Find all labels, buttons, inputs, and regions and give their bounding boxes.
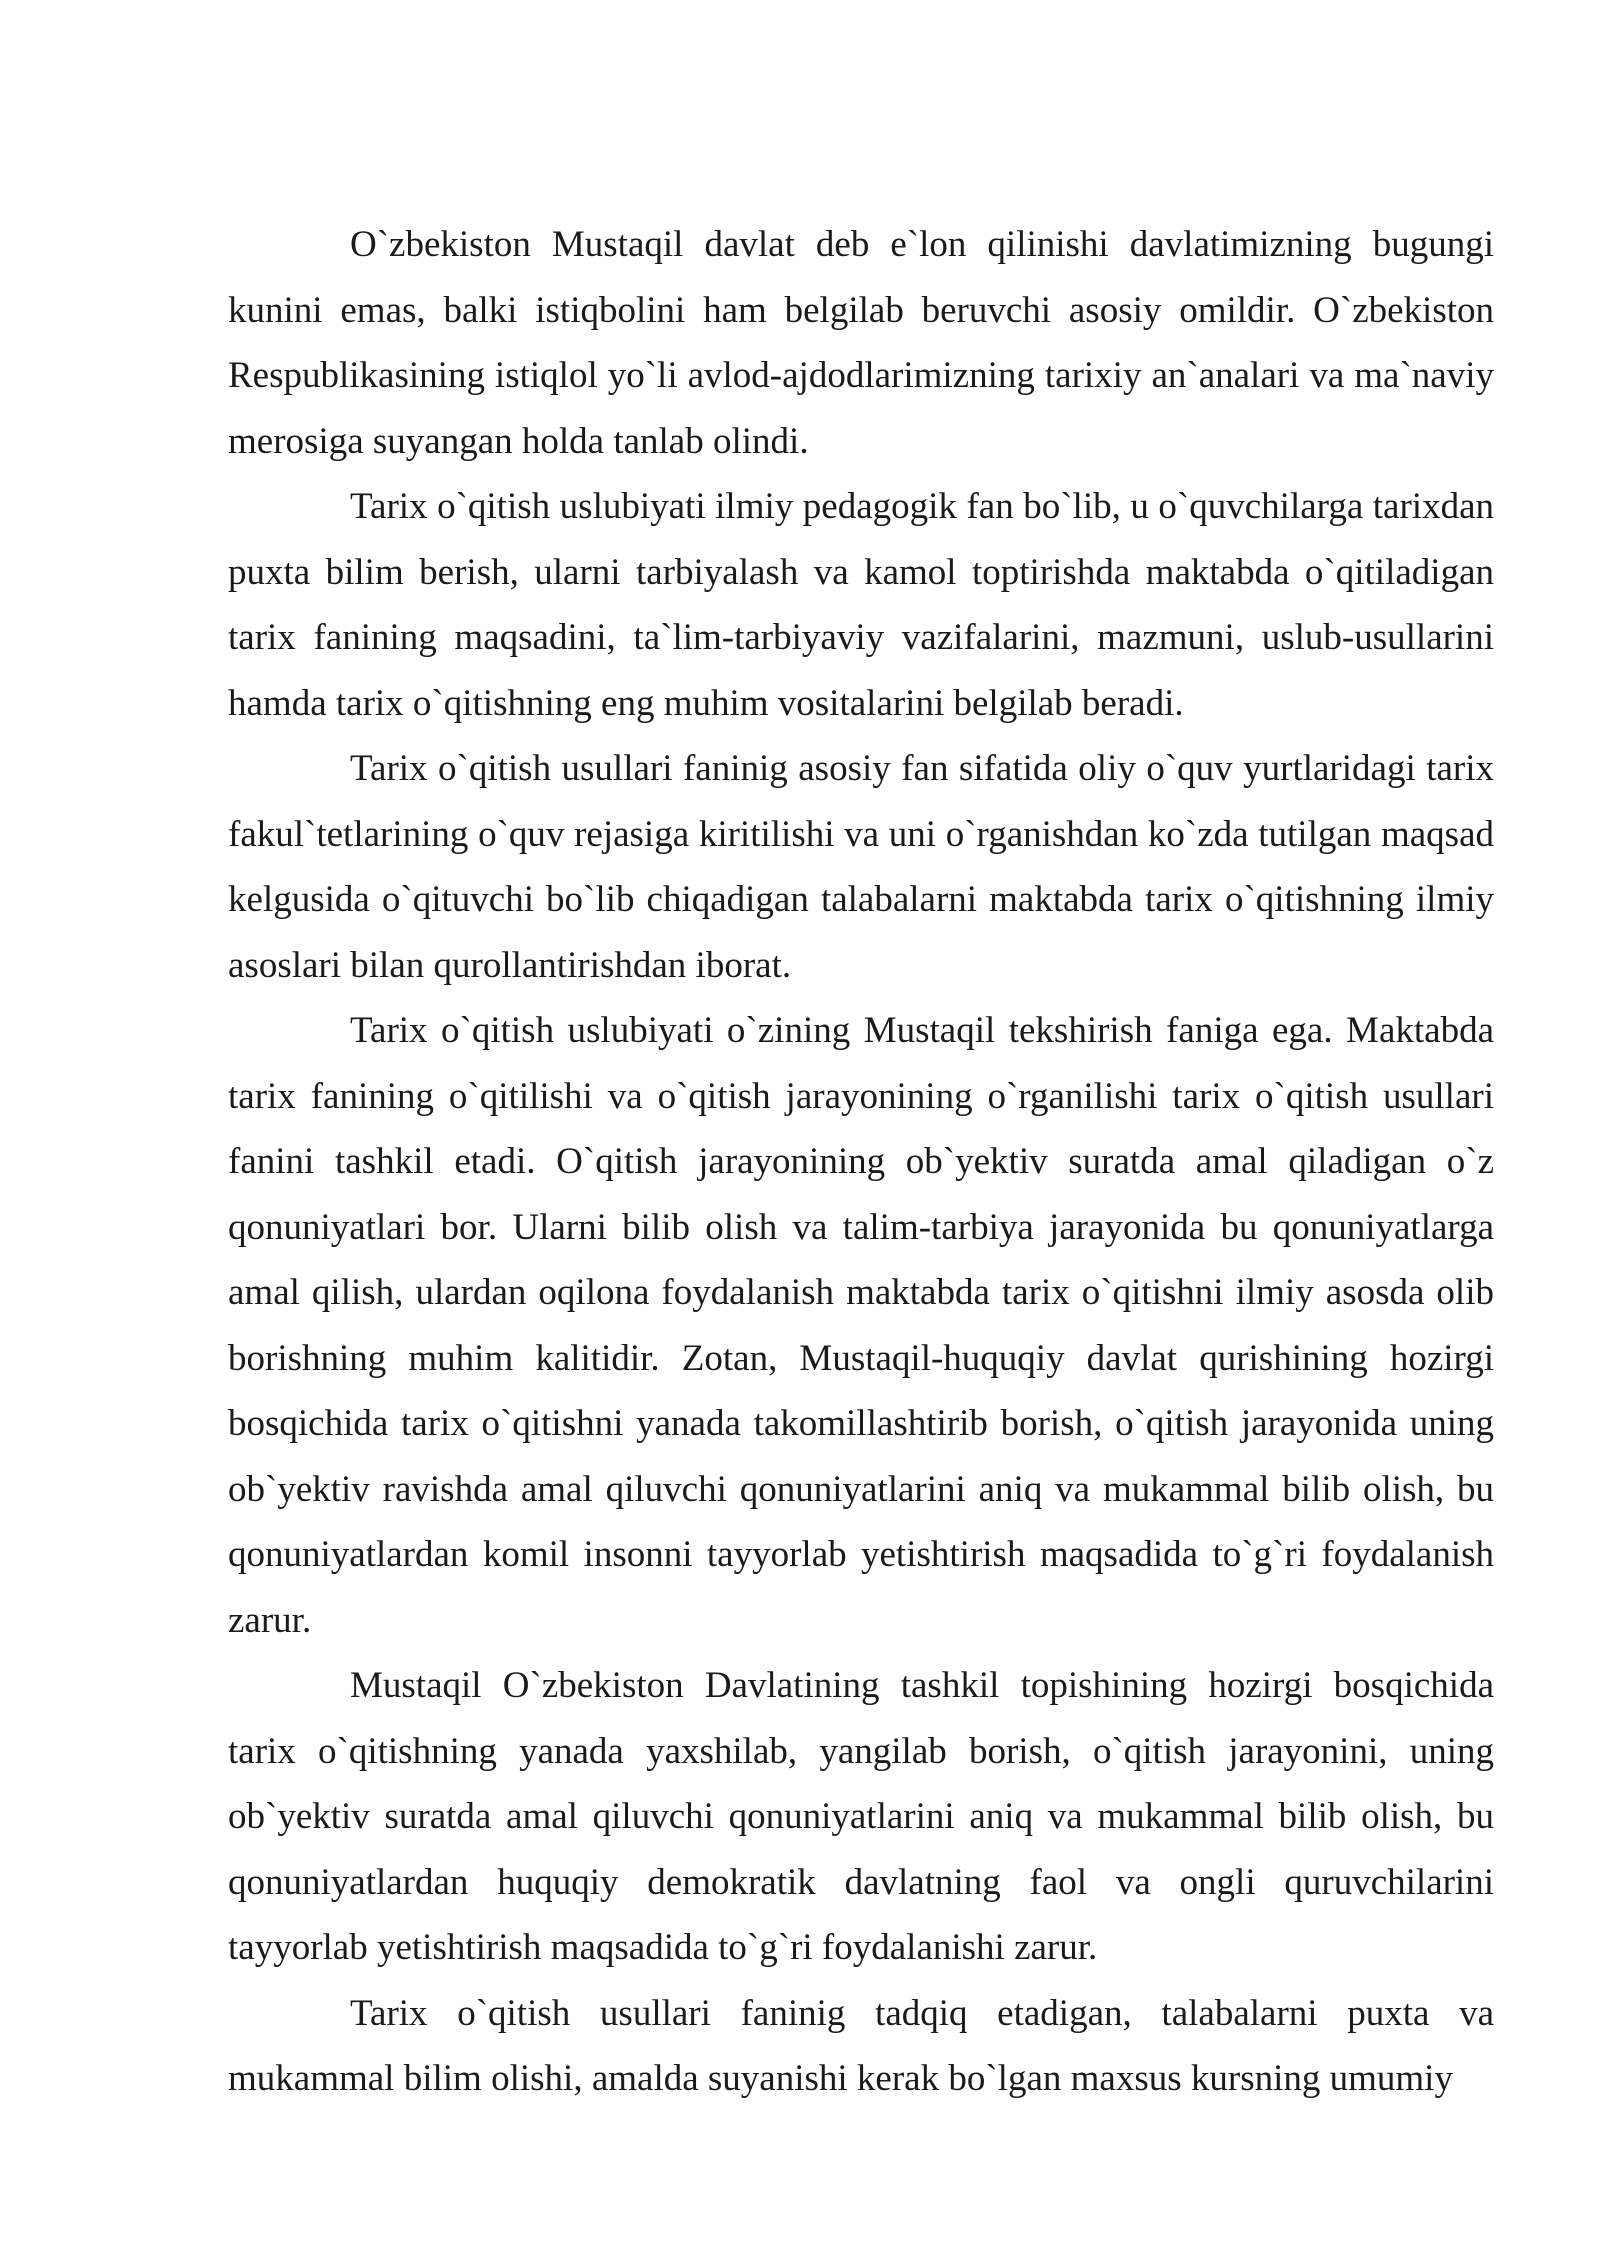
paragraph-3: Tarix o`qitish usullari faninig asosiy fan sifatida oliy o`quv yurtlaridagi tarix fakul`tetlarining o`quv rejasiga kiritilishi va uni o`rganishdan ko`zda tutilgan maqsad kelgusida o`qituvchi bo`lib chiqadigan talabalarni maktabda tarix o`qitishning ilmiy asoslari bilan qurollantirishdan iborat.: [228, 748, 1494, 986]
paragraph-4: Tarix o`qitish uslubiyati o`zining Mustaqil tekshirish faniga ega. Maktabda tarix fanining o`qitilishi va o`qitish jarayonining o`rganilishi tarix o`qitish usullari fanini tashkil etadi. O`qitish jarayonining ob`yektiv suratda amal qiladigan o`z qonuniyatlari bor. Ularni bilib olish va talim-tarbiya jarayonida bu qonuniyatlarga amal qilish, ulardan oqilona foydalanish maktabda tarix o`qitishni ilmiy asosda olib borishning muhim kalitidir. Zotan, Mustaqil-huquqiy davlat qurishining hozirgi bosqichida tarix o`qitishni yanada takomillashtirib borish, o`qitish jarayonida uning ob`yektiv ravishda amal qiluvchi qonuniyatlarini aniq va mukammal bilib olish, bu qonuniyatlardan komil insonni tayyorlab yetishtirish maqsadida to`g`ri foydalanish zarur.: [228, 1010, 1494, 1641]
paragraph-2: Tarix o`qitish uslubiyati ilmiy pedagogik fan bo`lib, u o`quvchilarga tarixdan puxta bilim berish, ularni tarbiyalash va kamol toptirishda maktabda o`qitiladigan tarix fanining maqsadini, ta`lim-tarbiyaviy vazifalarini, mazmuni, uslub-usullarini hamda tarix o`qitishning eng muhim vositalarini belgilab beradi.: [228, 486, 1494, 724]
document-body: [228, 212, 1494, 2112]
paragraph-1: O`zbekiston Mustaqil davlat deb e`lon qilinishi davlatimizning bugungi kunini emas, balki istiqbolini ham belgilab beruvchi asosiy omildir. O`zbekiston Respublikasining istiqlol yo`li avlod-ajdodlarimizning tarixiy an`analari va ma`naviy merosiga suyangan holda tanlab olindi.: [228, 224, 1494, 462]
paragraph-5: Mustaqil O`zbekiston Davlatining tashkil topishining hozirgi bosqichida tarix o`qitishning yanada yaxshilab, yangilab borish, o`qitish jarayonini, uning ob`yektiv suratda amal qiluvchi qonuniyatlarini aniq va mukammal bilib olish, bu qonuniyatlardan huquqiy demokratik davlatning faol va ongli quruvchilarini tayyorlab yetishtirish maqsadida to`g`ri foydalanishi zarur.: [228, 1665, 1494, 1968]
paragraph-6: Tarix o`qitish usullari faninig tadqiq etadigan, talabalarni puxta va mukammal bilim olishi, amalda suyanishi kerak bo`lgan maxsus kursning umumiy: [228, 1992, 1494, 2099]
